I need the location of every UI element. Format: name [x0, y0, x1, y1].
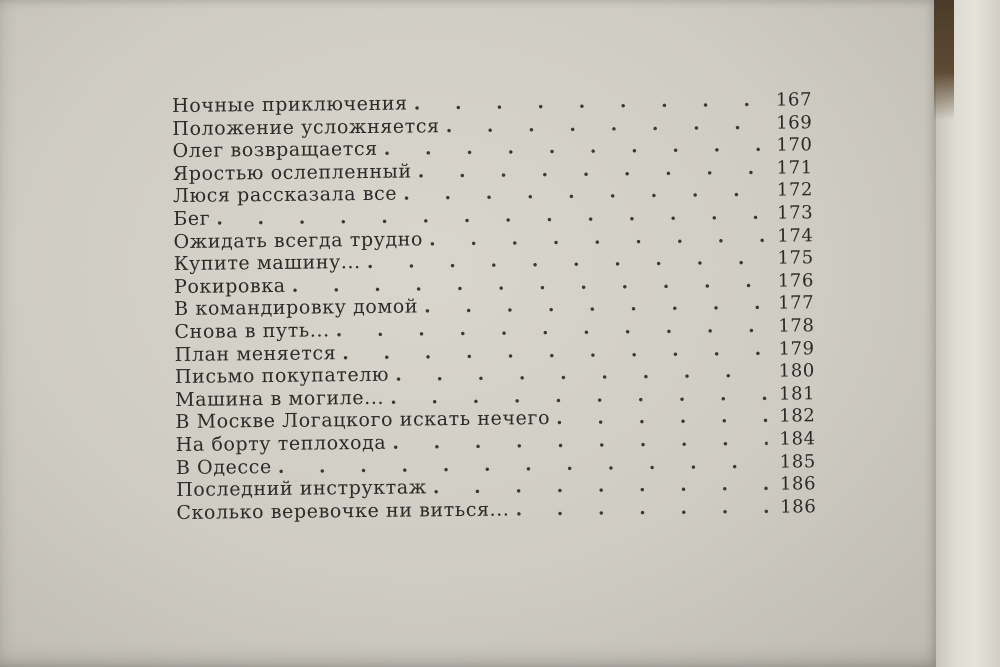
toc-entry-title: Положение усложняется [172, 114, 440, 140]
toc-entry-page: 178 [778, 315, 815, 337]
toc-entry-page: 172 [776, 179, 814, 202]
toc-entry-title: В Одессе [175, 455, 272, 479]
toc-entry-title: Ожидать всегда трудно [173, 227, 424, 253]
toc-entry-page: 177 [777, 292, 815, 315]
toc-leader-dots [556, 405, 768, 430]
toc-entry-title: Олег возвращается [172, 138, 378, 163]
toc-entry-page: 181 [778, 383, 816, 405]
toc-entry-title: Яростью ослепленный [172, 160, 412, 185]
toc-entry-title: Ночные приключения [172, 92, 408, 117]
toc-entry-page: 173 [776, 202, 814, 224]
toc-entry-page: 179 [778, 337, 815, 360]
toc-leader-dots [446, 111, 765, 137]
toc-entry-title: Рокировка [173, 274, 286, 298]
toc-entry-title: Бег [173, 207, 211, 230]
toc-entry-page: 175 [777, 247, 814, 269]
toc-entry-title: На борту теплохода [175, 431, 387, 456]
toc-entry-page: 185 [779, 450, 816, 473]
toc-entry-page: 169 [776, 111, 813, 134]
toc-entry-title: Письмо покупателю [174, 363, 390, 389]
toc-entry-page: 176 [777, 270, 815, 292]
toc-entry-title: Люся рассказала все [172, 183, 398, 208]
toc-entry-title: Сколько веревочке ни виться... [176, 498, 510, 524]
toc-entry-title: Купите машину... [173, 251, 361, 276]
toc-entry-title: В Москве Логацкого искать нечего [175, 407, 551, 434]
toc-entry-page: 186 [780, 495, 817, 518]
toc-entry-page: 170 [776, 134, 813, 156]
binding-shadow [934, 0, 954, 120]
toc-leader-dots [515, 495, 768, 520]
toc-entry-title: Последний инструктаж [176, 476, 427, 502]
table-of-contents [172, 88, 816, 524]
toc-entry-page: 186 [779, 473, 817, 495]
toc-entry-page: 184 [779, 428, 816, 450]
toc-entry-title: Машина в могиле... [175, 386, 385, 411]
toc-entry-page: 174 [777, 224, 814, 247]
toc-entry-title: Снова в путь... [174, 319, 330, 343]
toc-entry-page: 180 [778, 360, 816, 382]
toc-entry-page: 167 [775, 89, 813, 111]
toc-entry-title: План меняется [174, 341, 337, 366]
toc-entry-page: 182 [779, 405, 816, 427]
toc-entry-page: 171 [776, 157, 813, 179]
toc-entry-title: В командировку домой [174, 295, 419, 321]
